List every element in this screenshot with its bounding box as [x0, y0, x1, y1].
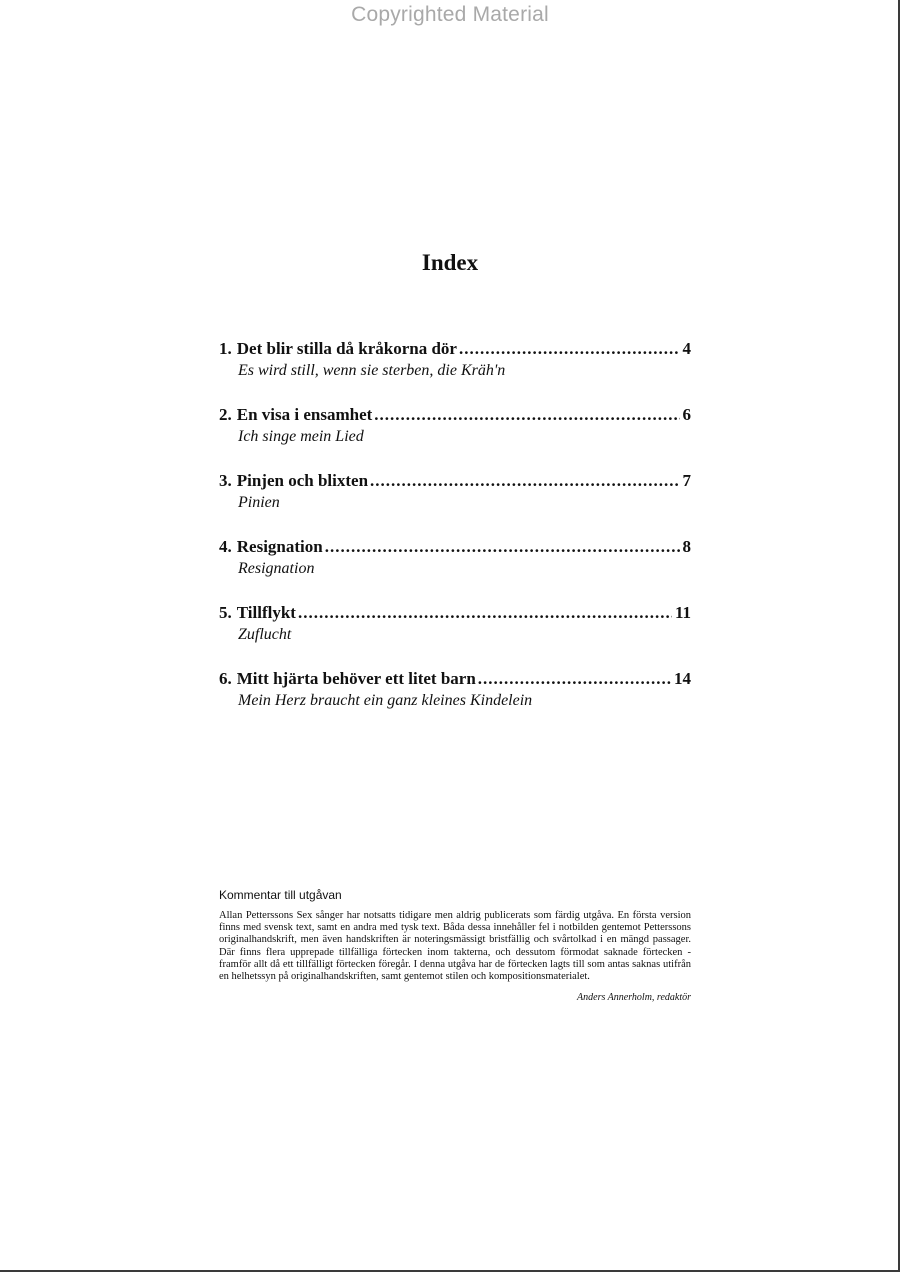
page-title: Index — [421, 250, 479, 275]
toc-subtitle: Ich singe mein Lied — [238, 428, 364, 445]
toc-line — [219, 668, 691, 690]
toc-line — [219, 338, 691, 360]
toc-page-number: 6 — [682, 405, 691, 424]
toc-entry-5[interactable] — [219, 602, 691, 668]
toc-line — [219, 536, 691, 558]
editor-signature: Anders Annerholm, redaktör — [577, 992, 691, 1004]
toc-leader-dots — [374, 404, 679, 426]
toc-page-number: 11 — [674, 603, 691, 622]
table-of-contents — [219, 338, 691, 734]
toc-entry-2[interactable] — [219, 404, 691, 470]
toc-line — [219, 470, 691, 492]
toc-page-number: 7 — [682, 471, 691, 490]
toc-page-number: 4 — [682, 339, 691, 358]
toc-number: 3. — [219, 471, 232, 490]
toc-line — [219, 404, 691, 426]
commentary-body: Allan Petterssons Sex sånger har notsatts tidigare men aldrig publicerats som färdig utgåva. En första version finns med svensk text, samt en andra med tysk text. Båda dessa innehåller fel i notbilden gentemot Petterssons originalhandskrift, men även handskriften är noteringsmässigt bristfällig och svårtolkad i en mängd passager. Där finns flera upprepade tillfälliga förtecken inom takterna, och dessutom förmodat saknade förtecken - framför allt då ett tillfälligt förtecken föregår. I denna utgåva har de förtecken lagts till som antas saknas utifrån en helhetssyn på originalhandskriften, samt gentemot stilen och kompositionsmaterialet. — [219, 910, 691, 983]
toc-line — [219, 602, 691, 624]
toc-subtitle: Resignation — [238, 560, 315, 577]
toc-entry-1[interactable] — [219, 338, 691, 404]
toc-title: Resignation — [236, 537, 323, 556]
toc-number: 6. — [219, 669, 232, 688]
toc-title: Det blir stilla då kråkorna dör — [236, 339, 457, 358]
toc-subtitle: Zuflucht — [238, 626, 292, 643]
toc-number: 4. — [219, 537, 232, 556]
toc-leader-dots — [478, 668, 671, 690]
toc-page-number: 14 — [674, 669, 691, 688]
toc-subtitle: Es wird still, wenn sie sterben, die Kräh'n — [238, 362, 506, 379]
toc-page-number: 8 — [682, 537, 691, 556]
toc-number: 5. — [219, 603, 232, 622]
toc-subtitle: Pinien — [238, 494, 280, 511]
copyright-watermark: Copyrighted Material — [351, 3, 549, 26]
toc-leader-dots — [325, 536, 680, 558]
toc-number: 2. — [219, 405, 232, 424]
toc-number: 1. — [219, 339, 232, 358]
toc-leader-dots — [370, 470, 679, 492]
commentary-heading: Kommentar till utgåvan — [219, 888, 342, 902]
edition-commentary — [219, 888, 691, 1003]
toc-entry-3[interactable] — [219, 470, 691, 536]
toc-title: Tillflykt — [236, 603, 296, 622]
toc-leader-dots — [298, 602, 672, 624]
toc-subtitle: Mein Herz braucht ein ganz kleines Kindelein — [238, 692, 533, 709]
toc-title: En visa i ensamhet — [236, 405, 373, 424]
toc-entry-4[interactable] — [219, 536, 691, 602]
toc-entry-6[interactable] — [219, 668, 691, 734]
toc-leader-dots — [459, 338, 680, 360]
toc-title: Mitt hjärta behöver ett litet barn — [236, 669, 476, 688]
toc-title: Pinjen och blixten — [236, 471, 369, 490]
